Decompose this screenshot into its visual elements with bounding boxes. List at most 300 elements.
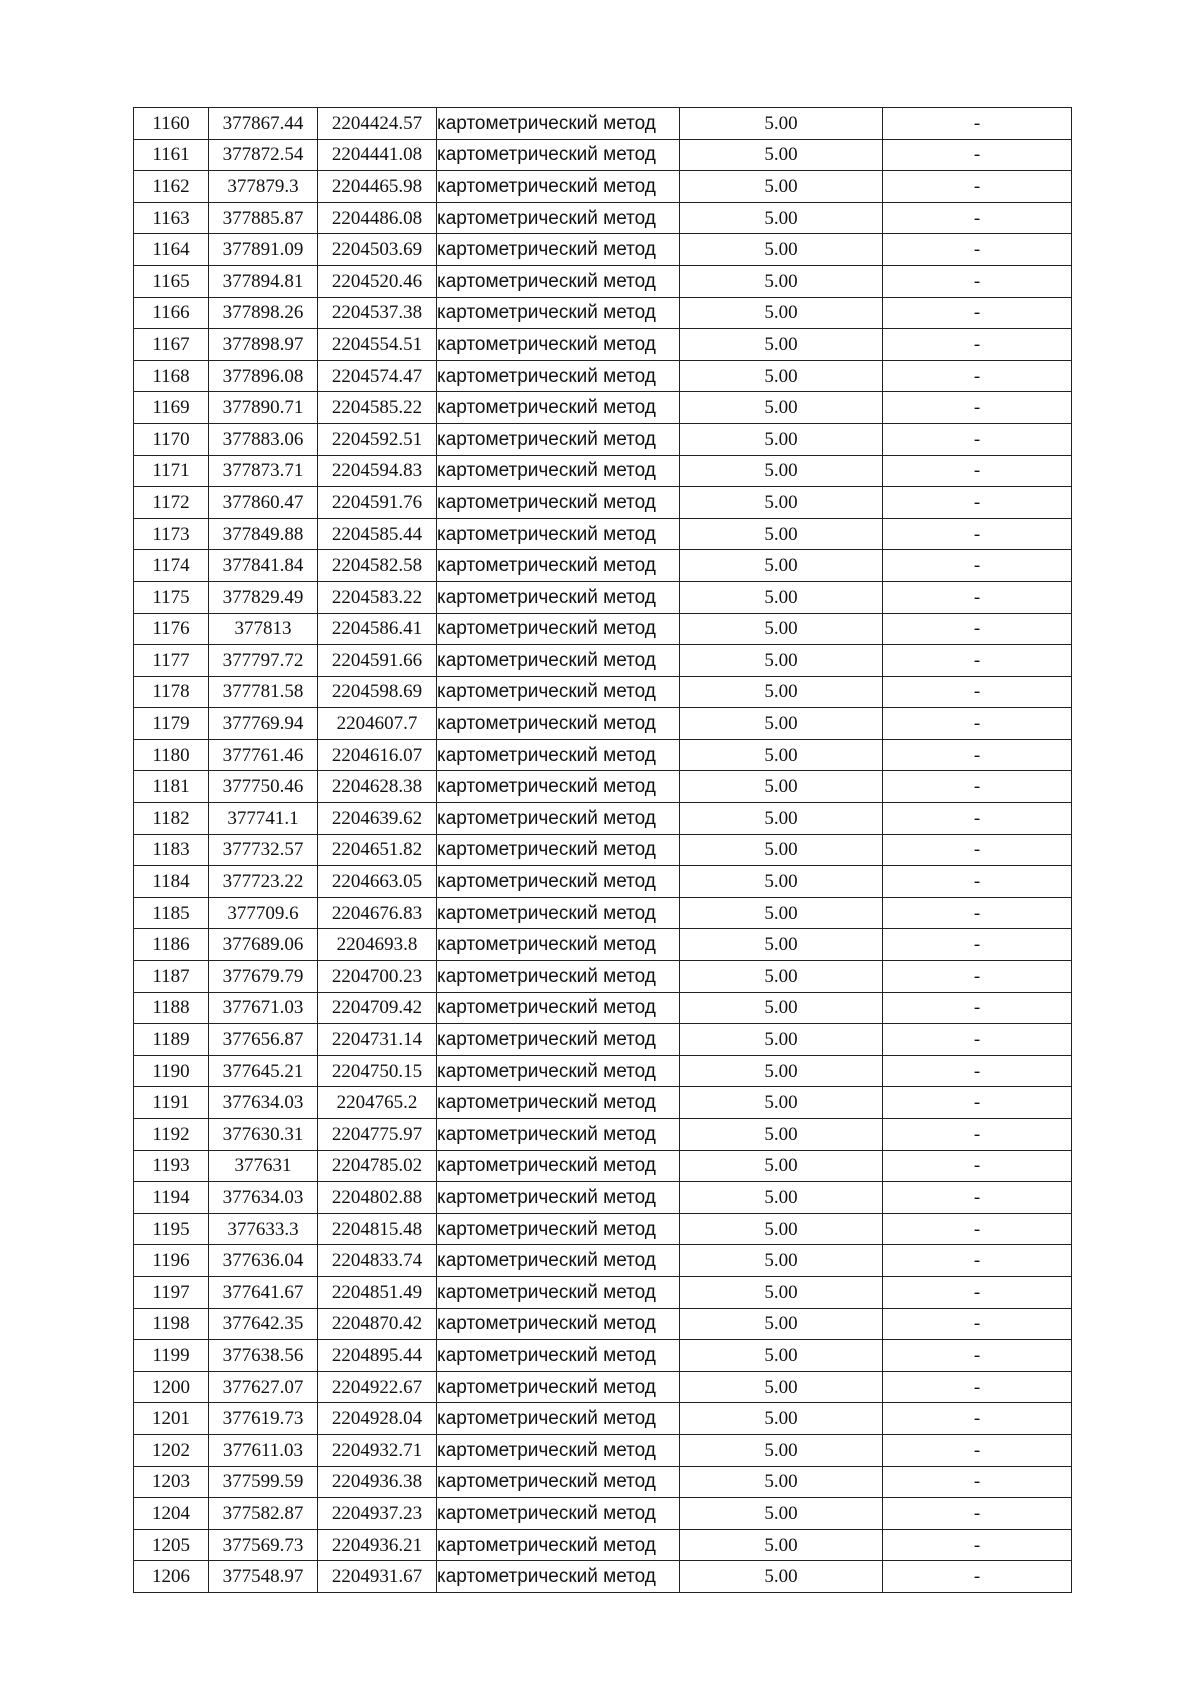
- description-cell: -: [883, 1055, 1072, 1087]
- description-cell: -: [883, 1182, 1072, 1214]
- method-cell: картометрический метод: [437, 803, 680, 835]
- y-coordinate-cell: 2204537.38: [318, 297, 437, 329]
- method-cell: картометрический метод: [437, 423, 680, 455]
- accuracy-cell: 5.00: [680, 581, 883, 613]
- y-coordinate-cell: 2204750.15: [318, 1055, 437, 1087]
- x-coordinate-cell: 377879.3: [209, 171, 318, 203]
- point-number-cell: 1197: [134, 1276, 209, 1308]
- coordinates-table-body: [134, 108, 1072, 1593]
- table-row: [134, 803, 1072, 835]
- method-cell: картометрический метод: [437, 171, 680, 203]
- y-coordinate-cell: 2204424.57: [318, 108, 437, 140]
- accuracy-cell: 5.00: [680, 929, 883, 961]
- method-cell: картометрический метод: [437, 1561, 680, 1593]
- y-coordinate-cell: 2204465.98: [318, 171, 437, 203]
- y-coordinate-cell: 2204503.69: [318, 234, 437, 266]
- y-coordinate-cell: 2204598.69: [318, 676, 437, 708]
- x-coordinate-cell: 377627.07: [209, 1371, 318, 1403]
- description-cell: -: [883, 1087, 1072, 1119]
- point-number-cell: 1163: [134, 202, 209, 234]
- method-cell: картометрический метод: [437, 961, 680, 993]
- method-cell: картометрический метод: [437, 1245, 680, 1277]
- description-cell: -: [883, 518, 1072, 550]
- table-row: [134, 1276, 1072, 1308]
- accuracy-cell: 5.00: [680, 1087, 883, 1119]
- accuracy-cell: 5.00: [680, 613, 883, 645]
- y-coordinate-cell: 2204586.41: [318, 613, 437, 645]
- description-cell: -: [883, 961, 1072, 993]
- table-row: [134, 1498, 1072, 1530]
- description-cell: -: [883, 645, 1072, 677]
- accuracy-cell: 5.00: [680, 645, 883, 677]
- description-cell: -: [883, 676, 1072, 708]
- y-coordinate-cell: 2204592.51: [318, 423, 437, 455]
- point-number-cell: 1173: [134, 518, 209, 550]
- accuracy-cell: 5.00: [680, 1498, 883, 1530]
- x-coordinate-cell: 377769.94: [209, 708, 318, 740]
- point-number-cell: 1166: [134, 297, 209, 329]
- table-row: [134, 676, 1072, 708]
- accuracy-cell: 5.00: [680, 1308, 883, 1340]
- point-number-cell: 1179: [134, 708, 209, 740]
- method-cell: картометрический метод: [437, 1498, 680, 1530]
- table-row: [134, 1213, 1072, 1245]
- table-row: [134, 1466, 1072, 1498]
- description-cell: -: [883, 265, 1072, 297]
- table-row: [134, 866, 1072, 898]
- x-coordinate-cell: 377642.35: [209, 1308, 318, 1340]
- x-coordinate-cell: 377656.87: [209, 1024, 318, 1056]
- x-coordinate-cell: 377873.71: [209, 455, 318, 487]
- y-coordinate-cell: 2204895.44: [318, 1340, 437, 1372]
- accuracy-cell: 5.00: [680, 803, 883, 835]
- description-cell: -: [883, 329, 1072, 361]
- method-cell: картометрический метод: [437, 297, 680, 329]
- coordinates-table: [133, 107, 1072, 1593]
- x-coordinate-cell: 377890.71: [209, 392, 318, 424]
- description-cell: -: [883, 771, 1072, 803]
- y-coordinate-cell: 2204765.2: [318, 1087, 437, 1119]
- accuracy-cell: 5.00: [680, 1245, 883, 1277]
- table-row: [134, 423, 1072, 455]
- description-cell: -: [883, 1434, 1072, 1466]
- description-cell: -: [883, 1403, 1072, 1435]
- accuracy-cell: 5.00: [680, 550, 883, 582]
- point-number-cell: 1193: [134, 1150, 209, 1182]
- method-cell: картометрический метод: [437, 108, 680, 140]
- y-coordinate-cell: 2204709.42: [318, 992, 437, 1024]
- x-coordinate-cell: 377860.47: [209, 487, 318, 519]
- description-cell: -: [883, 1371, 1072, 1403]
- method-cell: картометрический метод: [437, 708, 680, 740]
- table-row: [134, 297, 1072, 329]
- method-cell: картометрический метод: [437, 866, 680, 898]
- accuracy-cell: 5.00: [680, 1055, 883, 1087]
- accuracy-cell: 5.00: [680, 739, 883, 771]
- description-cell: -: [883, 1245, 1072, 1277]
- description-cell: -: [883, 1561, 1072, 1593]
- accuracy-cell: 5.00: [680, 234, 883, 266]
- method-cell: картометрический метод: [437, 645, 680, 677]
- accuracy-cell: 5.00: [680, 1119, 883, 1151]
- table-row: [134, 1087, 1072, 1119]
- y-coordinate-cell: 2204676.83: [318, 897, 437, 929]
- y-coordinate-cell: 2204937.23: [318, 1498, 437, 1530]
- accuracy-cell: 5.00: [680, 487, 883, 519]
- point-number-cell: 1204: [134, 1498, 209, 1530]
- x-coordinate-cell: 377898.97: [209, 329, 318, 361]
- point-number-cell: 1169: [134, 392, 209, 424]
- description-cell: -: [883, 834, 1072, 866]
- x-coordinate-cell: 377634.03: [209, 1087, 318, 1119]
- method-cell: картометрический метод: [437, 1024, 680, 1056]
- point-number-cell: 1162: [134, 171, 209, 203]
- y-coordinate-cell: 2204870.42: [318, 1308, 437, 1340]
- x-coordinate-cell: 377709.6: [209, 897, 318, 929]
- point-number-cell: 1164: [134, 234, 209, 266]
- point-number-cell: 1168: [134, 360, 209, 392]
- method-cell: картометрический метод: [437, 1087, 680, 1119]
- x-coordinate-cell: 377689.06: [209, 929, 318, 961]
- accuracy-cell: 5.00: [680, 1213, 883, 1245]
- point-number-cell: 1194: [134, 1182, 209, 1214]
- description-cell: -: [883, 803, 1072, 835]
- x-coordinate-cell: 377638.56: [209, 1340, 318, 1372]
- point-number-cell: 1180: [134, 739, 209, 771]
- table-row: [134, 834, 1072, 866]
- y-coordinate-cell: 2204594.83: [318, 455, 437, 487]
- description-cell: -: [883, 392, 1072, 424]
- x-coordinate-cell: 377898.26: [209, 297, 318, 329]
- method-cell: картометрический метод: [437, 1119, 680, 1151]
- table-row: [134, 1245, 1072, 1277]
- y-coordinate-cell: 2204554.51: [318, 329, 437, 361]
- accuracy-cell: 5.00: [680, 1529, 883, 1561]
- x-coordinate-cell: 377781.58: [209, 676, 318, 708]
- table-row: [134, 581, 1072, 613]
- table-row: [134, 1529, 1072, 1561]
- y-coordinate-cell: 2204922.67: [318, 1371, 437, 1403]
- point-number-cell: 1172: [134, 487, 209, 519]
- accuracy-cell: 5.00: [680, 297, 883, 329]
- point-number-cell: 1186: [134, 929, 209, 961]
- table-row: [134, 202, 1072, 234]
- y-coordinate-cell: 2204731.14: [318, 1024, 437, 1056]
- point-number-cell: 1182: [134, 803, 209, 835]
- y-coordinate-cell: 2204607.7: [318, 708, 437, 740]
- point-number-cell: 1200: [134, 1371, 209, 1403]
- table-row: [134, 108, 1072, 140]
- point-number-cell: 1177: [134, 645, 209, 677]
- x-coordinate-cell: 377885.87: [209, 202, 318, 234]
- accuracy-cell: 5.00: [680, 518, 883, 550]
- accuracy-cell: 5.00: [680, 834, 883, 866]
- point-number-cell: 1198: [134, 1308, 209, 1340]
- method-cell: картометрический метод: [437, 1055, 680, 1087]
- point-number-cell: 1202: [134, 1434, 209, 1466]
- point-number-cell: 1188: [134, 992, 209, 1024]
- table-row: [134, 613, 1072, 645]
- y-coordinate-cell: 2204583.22: [318, 581, 437, 613]
- accuracy-cell: 5.00: [680, 866, 883, 898]
- table-row: [134, 360, 1072, 392]
- y-coordinate-cell: 2204585.44: [318, 518, 437, 550]
- table-row: [134, 1182, 1072, 1214]
- y-coordinate-cell: 2204651.82: [318, 834, 437, 866]
- point-number-cell: 1170: [134, 423, 209, 455]
- table-row: [134, 1403, 1072, 1435]
- accuracy-cell: 5.00: [680, 1466, 883, 1498]
- y-coordinate-cell: 2204591.66: [318, 645, 437, 677]
- x-coordinate-cell: 377630.31: [209, 1119, 318, 1151]
- table-row: [134, 550, 1072, 582]
- description-cell: -: [883, 929, 1072, 961]
- method-cell: картометрический метод: [437, 771, 680, 803]
- description-cell: -: [883, 1308, 1072, 1340]
- y-coordinate-cell: 2204802.88: [318, 1182, 437, 1214]
- accuracy-cell: 5.00: [680, 455, 883, 487]
- method-cell: картометрический метод: [437, 676, 680, 708]
- x-coordinate-cell: 377883.06: [209, 423, 318, 455]
- x-coordinate-cell: 377645.21: [209, 1055, 318, 1087]
- description-cell: -: [883, 992, 1072, 1024]
- table-row: [134, 1024, 1072, 1056]
- method-cell: картометрический метод: [437, 1213, 680, 1245]
- point-number-cell: 1205: [134, 1529, 209, 1561]
- y-coordinate-cell: 2204936.21: [318, 1529, 437, 1561]
- point-number-cell: 1184: [134, 866, 209, 898]
- x-coordinate-cell: 377619.73: [209, 1403, 318, 1435]
- accuracy-cell: 5.00: [680, 392, 883, 424]
- accuracy-cell: 5.00: [680, 992, 883, 1024]
- point-number-cell: 1195: [134, 1213, 209, 1245]
- description-cell: -: [883, 360, 1072, 392]
- method-cell: картометрический метод: [437, 329, 680, 361]
- description-cell: -: [883, 455, 1072, 487]
- method-cell: картометрический метод: [437, 1466, 680, 1498]
- method-cell: картометрический метод: [437, 1150, 680, 1182]
- point-number-cell: 1176: [134, 613, 209, 645]
- accuracy-cell: 5.00: [680, 1561, 883, 1593]
- x-coordinate-cell: 377741.1: [209, 803, 318, 835]
- description-cell: -: [883, 202, 1072, 234]
- y-coordinate-cell: 2204693.8: [318, 929, 437, 961]
- table-row: [134, 518, 1072, 550]
- accuracy-cell: 5.00: [680, 961, 883, 993]
- description-cell: -: [883, 1466, 1072, 1498]
- point-number-cell: 1203: [134, 1466, 209, 1498]
- method-cell: картометрический метод: [437, 392, 680, 424]
- x-coordinate-cell: 377679.79: [209, 961, 318, 993]
- accuracy-cell: 5.00: [680, 1276, 883, 1308]
- table-row: [134, 1561, 1072, 1593]
- method-cell: картометрический метод: [437, 518, 680, 550]
- table-row: [134, 961, 1072, 993]
- y-coordinate-cell: 2204851.49: [318, 1276, 437, 1308]
- accuracy-cell: 5.00: [680, 1371, 883, 1403]
- table-row: [134, 1308, 1072, 1340]
- point-number-cell: 1165: [134, 265, 209, 297]
- x-coordinate-cell: 377894.81: [209, 265, 318, 297]
- description-cell: -: [883, 108, 1072, 140]
- point-number-cell: 1160: [134, 108, 209, 140]
- x-coordinate-cell: 377761.46: [209, 739, 318, 771]
- description-cell: -: [883, 613, 1072, 645]
- table-row: [134, 171, 1072, 203]
- y-coordinate-cell: 2204486.08: [318, 202, 437, 234]
- accuracy-cell: 5.00: [680, 265, 883, 297]
- x-coordinate-cell: 377872.54: [209, 139, 318, 171]
- x-coordinate-cell: 377723.22: [209, 866, 318, 898]
- y-coordinate-cell: 2204775.97: [318, 1119, 437, 1151]
- accuracy-cell: 5.00: [680, 676, 883, 708]
- description-cell: -: [883, 234, 1072, 266]
- table-row: [134, 992, 1072, 1024]
- table-row: [134, 1340, 1072, 1372]
- point-number-cell: 1171: [134, 455, 209, 487]
- description-cell: -: [883, 897, 1072, 929]
- point-number-cell: 1206: [134, 1561, 209, 1593]
- y-coordinate-cell: 2204520.46: [318, 265, 437, 297]
- accuracy-cell: 5.00: [680, 771, 883, 803]
- description-cell: -: [883, 708, 1072, 740]
- description-cell: -: [883, 866, 1072, 898]
- accuracy-cell: 5.00: [680, 108, 883, 140]
- x-coordinate-cell: 377732.57: [209, 834, 318, 866]
- y-coordinate-cell: 2204628.38: [318, 771, 437, 803]
- y-coordinate-cell: 2204931.67: [318, 1561, 437, 1593]
- accuracy-cell: 5.00: [680, 897, 883, 929]
- method-cell: картометрический метод: [437, 581, 680, 613]
- method-cell: картометрический метод: [437, 139, 680, 171]
- accuracy-cell: 5.00: [680, 1434, 883, 1466]
- accuracy-cell: 5.00: [680, 423, 883, 455]
- x-coordinate-cell: 377849.88: [209, 518, 318, 550]
- accuracy-cell: 5.00: [680, 202, 883, 234]
- point-number-cell: 1192: [134, 1119, 209, 1151]
- description-cell: -: [883, 1119, 1072, 1151]
- method-cell: картометрический метод: [437, 739, 680, 771]
- x-coordinate-cell: 377631: [209, 1150, 318, 1182]
- description-cell: -: [883, 1340, 1072, 1372]
- table-row: [134, 739, 1072, 771]
- point-number-cell: 1191: [134, 1087, 209, 1119]
- description-cell: -: [883, 171, 1072, 203]
- x-coordinate-cell: 377813: [209, 613, 318, 645]
- description-cell: -: [883, 139, 1072, 171]
- table-row: [134, 1150, 1072, 1182]
- accuracy-cell: 5.00: [680, 1340, 883, 1372]
- method-cell: картометрический метод: [437, 360, 680, 392]
- table-row: [134, 455, 1072, 487]
- point-number-cell: 1189: [134, 1024, 209, 1056]
- x-coordinate-cell: 377582.87: [209, 1498, 318, 1530]
- y-coordinate-cell: 2204582.58: [318, 550, 437, 582]
- description-cell: -: [883, 1213, 1072, 1245]
- method-cell: картометрический метод: [437, 1340, 680, 1372]
- point-number-cell: 1178: [134, 676, 209, 708]
- description-cell: -: [883, 1024, 1072, 1056]
- accuracy-cell: 5.00: [680, 708, 883, 740]
- method-cell: картометрический метод: [437, 929, 680, 961]
- table-row: [134, 487, 1072, 519]
- point-number-cell: 1190: [134, 1055, 209, 1087]
- table-row: [134, 1119, 1072, 1151]
- accuracy-cell: 5.00: [680, 360, 883, 392]
- method-cell: картометрический метод: [437, 1182, 680, 1214]
- description-cell: -: [883, 739, 1072, 771]
- x-coordinate-cell: 377896.08: [209, 360, 318, 392]
- y-coordinate-cell: 2204616.07: [318, 739, 437, 771]
- table-row: [134, 234, 1072, 266]
- method-cell: картометрический метод: [437, 202, 680, 234]
- y-coordinate-cell: 2204591.76: [318, 487, 437, 519]
- table-row: [134, 329, 1072, 361]
- x-coordinate-cell: 377611.03: [209, 1434, 318, 1466]
- y-coordinate-cell: 2204932.71: [318, 1434, 437, 1466]
- x-coordinate-cell: 377634.03: [209, 1182, 318, 1214]
- method-cell: картометрический метод: [437, 897, 680, 929]
- method-cell: картометрический метод: [437, 1529, 680, 1561]
- y-coordinate-cell: 2204785.02: [318, 1150, 437, 1182]
- table-row: [134, 392, 1072, 424]
- x-coordinate-cell: 377891.09: [209, 234, 318, 266]
- table-row: [134, 708, 1072, 740]
- description-cell: -: [883, 1529, 1072, 1561]
- y-coordinate-cell: 2204815.48: [318, 1213, 437, 1245]
- method-cell: картометрический метод: [437, 1434, 680, 1466]
- method-cell: картометрический метод: [437, 550, 680, 582]
- x-coordinate-cell: 377841.84: [209, 550, 318, 582]
- method-cell: картометрический метод: [437, 1308, 680, 1340]
- table-row: [134, 1371, 1072, 1403]
- y-coordinate-cell: 2204700.23: [318, 961, 437, 993]
- x-coordinate-cell: 377867.44: [209, 108, 318, 140]
- x-coordinate-cell: 377548.97: [209, 1561, 318, 1593]
- x-coordinate-cell: 377797.72: [209, 645, 318, 677]
- x-coordinate-cell: 377636.04: [209, 1245, 318, 1277]
- x-coordinate-cell: 377750.46: [209, 771, 318, 803]
- y-coordinate-cell: 2204663.05: [318, 866, 437, 898]
- table-row: [134, 771, 1072, 803]
- table-row: [134, 897, 1072, 929]
- y-coordinate-cell: 2204585.22: [318, 392, 437, 424]
- x-coordinate-cell: 377671.03: [209, 992, 318, 1024]
- point-number-cell: 1185: [134, 897, 209, 929]
- accuracy-cell: 5.00: [680, 171, 883, 203]
- accuracy-cell: 5.00: [680, 329, 883, 361]
- method-cell: картометрический метод: [437, 992, 680, 1024]
- point-number-cell: 1201: [134, 1403, 209, 1435]
- method-cell: картометрический метод: [437, 487, 680, 519]
- accuracy-cell: 5.00: [680, 139, 883, 171]
- point-number-cell: 1174: [134, 550, 209, 582]
- y-coordinate-cell: 2204639.62: [318, 803, 437, 835]
- method-cell: картометрический метод: [437, 265, 680, 297]
- x-coordinate-cell: 377599.59: [209, 1466, 318, 1498]
- x-coordinate-cell: 377829.49: [209, 581, 318, 613]
- accuracy-cell: 5.00: [680, 1403, 883, 1435]
- point-number-cell: 1161: [134, 139, 209, 171]
- method-cell: картометрический метод: [437, 234, 680, 266]
- accuracy-cell: 5.00: [680, 1182, 883, 1214]
- point-number-cell: 1167: [134, 329, 209, 361]
- method-cell: картометрический метод: [437, 613, 680, 645]
- point-number-cell: 1175: [134, 581, 209, 613]
- method-cell: картометрический метод: [437, 1403, 680, 1435]
- description-cell: -: [883, 423, 1072, 455]
- description-cell: -: [883, 1498, 1072, 1530]
